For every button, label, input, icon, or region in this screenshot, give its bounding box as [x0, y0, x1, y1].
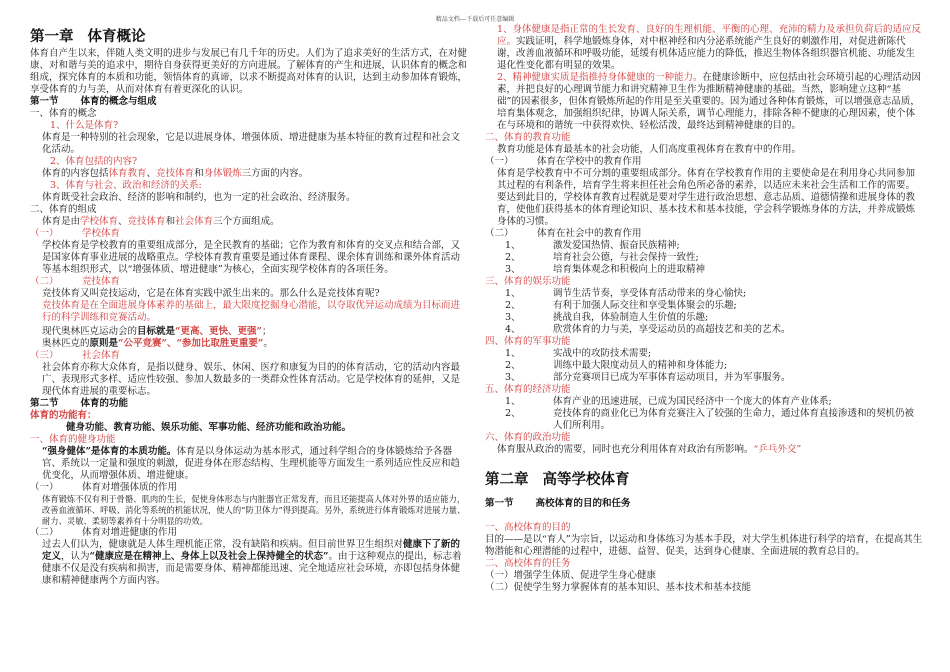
text: 三方面的内容。 — [241, 168, 309, 179]
chapter-title: 高等学校体育 — [542, 472, 630, 488]
item-number: 3、 — [505, 312, 521, 323]
text: 实践证明，科学地锻炼身体，对中枢神经和内分泌系统能产生良好的刺激作用，对促进新陈代谢，改善血液循环和呼吸功能，延缓有机体适应能力的降低，推迟生物体各组织器官机能、功能发生退化性变化都有明显的效果。 — [497, 36, 916, 71]
olympic-goal — [30, 326, 468, 338]
who-definition: “健康应是在精神上、身体上以及社会上保持健全的状态” — [89, 551, 329, 562]
section-2-heading — [30, 398, 468, 410]
subsection-social-education — [485, 228, 923, 240]
fitness-function-text — [30, 446, 468, 482]
text: 体育是由 — [42, 216, 81, 227]
item-number: 3、 — [505, 264, 521, 275]
list-item — [505, 324, 923, 336]
list-item — [505, 372, 923, 384]
list-item — [505, 288, 923, 300]
health-text — [30, 539, 468, 587]
subsection-number: （二） — [30, 527, 59, 538]
question-2: 2、体育包括的内容? — [50, 156, 138, 167]
subsection-title: 体育在社会中的教育作用 — [537, 228, 642, 239]
entertainment-list — [485, 288, 923, 336]
answer-2 — [30, 168, 468, 180]
highlight: 2、精神健康实质是指推持身体健康的一种能力。 — [497, 72, 703, 83]
subheading-composition: 二、体育的组成 — [30, 204, 97, 215]
mental-health-paragraph — [485, 72, 923, 132]
subsection-number: （二） — [485, 228, 514, 239]
item-number: 1、 — [505, 240, 521, 251]
item-text: 欣赏体育的力与美，享受运动员的高超技艺和美的艺术。 — [553, 324, 791, 335]
item-number: 3、 — [505, 372, 521, 383]
highlight: 竞技体育 — [156, 168, 195, 179]
bold-text: “强身健体”是体育的本质功能。 — [42, 446, 177, 457]
subsection-title: 体育对增强体质的作用 — [82, 482, 178, 493]
political-function-text — [485, 444, 923, 456]
text: 、 — [118, 216, 128, 227]
section-number: 第二节 — [30, 398, 59, 409]
item-number: 2、 — [505, 408, 521, 419]
text: 三个方面组成。 — [213, 216, 280, 227]
item-text: 有利于加强人际交往和享受集体聚会的乐趣; — [553, 300, 737, 311]
list-item — [505, 264, 923, 276]
highlight: 社会体育 — [175, 216, 214, 227]
answer-3: 体育既受社会政治、经济的影响和制约，也为一定的社会政治、经济服务。 — [42, 192, 356, 203]
highlight: 体育教育 — [108, 168, 147, 179]
answer-1: 体育是一种特别的社会现象，它是以进展身体、增强体质、增进健康为基本特征的教育过程和社会文化活动。 — [42, 132, 461, 155]
list-item — [505, 360, 923, 372]
text: 。 — [263, 338, 273, 349]
bold-text: 目标就是 — [137, 326, 176, 337]
subsection-title: 社会体育 — [82, 350, 121, 361]
entertainment-function-title: 三、体育的娱乐功能 — [485, 276, 571, 287]
question-1: 1、什么是体育? — [50, 120, 119, 131]
subsection-number: （一） — [30, 228, 59, 239]
item-text: 竞技体育的商业化已为体育竞赛注入了较强的生命力，通过体育直接渗透和的契机仍被人们所利用。 — [553, 408, 915, 431]
bold-text: 健康下了新的定义 — [42, 539, 461, 562]
subsection-number: （一） — [485, 156, 514, 167]
subsection-social-sports — [30, 350, 468, 362]
olympic-motto: “更高、更快、更强” — [175, 326, 262, 337]
subsection-school-sports — [30, 228, 468, 240]
school-sports-text: 学校体育是学校教育的重要组成部分，是全民教育的基础；它作为教育和体育的交叉点和结合部，又是国家体育事业进展的战略重点。学校体育教育重要是通过体育课程、课余体育训练和课外体育活动等基本组织形式，以“增强体质、增进健康”为核心，全面实现学校体育的各项任务。 — [42, 240, 461, 275]
task-item: （二）促使学生努力掌握体育的基本知识、基本技术和基本技能 — [485, 582, 752, 593]
olympic-principle-text: “公平竞赛”、“参加比取胜更重要” — [118, 338, 264, 349]
competitive-question: 竞技体育又叫竞技运动，它是在体育实践中派生出来的。那么什么是竞技体育呢? — [42, 288, 380, 299]
text: 、 — [146, 168, 157, 179]
item-text: 实战中的攻防技术需要; — [553, 348, 652, 359]
composition-text — [30, 216, 468, 228]
subsection-number: （二） — [30, 276, 59, 287]
military-list — [485, 348, 923, 384]
task-item: （一）增强学生体质、促进学生身心健康 — [485, 570, 657, 581]
fitness-function-title: 一、体育的健身功能 — [30, 434, 116, 445]
section-title: 高校体育的目的和任务 — [535, 498, 631, 509]
item-text: 培育集体观念和积极向上的进取精神 — [553, 264, 706, 275]
section-number: 第一节 — [30, 96, 59, 107]
political-function-title: 六、体育的政治功能 — [485, 432, 571, 443]
purpose-text: 目的——是以“育人”为宗旨，以运动和身体练习为基本手段，对大学生机体进行科学的培育，在提高其生物潜能和心理潜能的过程中，进德、益智、促美，达到身心健康、全面进展的教育总目的。 — [485, 534, 923, 557]
item-text: 部分竞赛项目已成为军事体育运动项目，并为军事服务。 — [553, 372, 791, 383]
subsection-title: 体育对增进健康的作用 — [82, 527, 178, 538]
page-header: 精品文档---下载后可任意编辑 — [435, 16, 515, 23]
text: 奥林匹克的 — [42, 338, 90, 349]
text: 和 — [194, 168, 204, 179]
list-item — [505, 252, 923, 264]
text: ，认为 — [61, 551, 90, 562]
text: ； — [261, 326, 272, 337]
chapter-number: 第一章 — [30, 29, 74, 45]
bold-text: 原则是 — [89, 338, 119, 349]
economic-function-title: 五、体育的经济功能 — [485, 384, 571, 395]
text: 体育服从政治的需要，同时也充分利用体育对政治有所影响。 — [497, 444, 754, 455]
text: 。由于这种观点的提出，标志着健康不仅是没有疾病和损害，而是需要身体、精神都能迅速、完全地适应社会环境，亦即包括身体健康和精神健康两个方面内容。 — [42, 551, 462, 586]
subsection-school-education — [485, 156, 923, 168]
subsection-competitive-sports — [30, 276, 468, 288]
physical-health-paragraph — [485, 24, 923, 72]
subheading-concept: 一、体育的概念 — [30, 108, 97, 119]
list-item — [505, 408, 923, 432]
text: 体育是以身体运动为基本形式，通过科学组合的身体锻炼给予各器官、系统以一定量和强度的刺激，促进身体在形态结构、生理机能等方面发生一系列适应性反应和趋优变化，从而增强体质、增进健康。 — [42, 446, 461, 481]
item-number: 2、 — [505, 252, 521, 263]
item-number: 1、 — [505, 288, 521, 299]
text: 体育的内容包括 — [42, 168, 109, 179]
text: 现代奥林匹克运动会的 — [42, 326, 138, 337]
list-item — [505, 348, 923, 360]
section-title: 体育的功能 — [80, 398, 129, 409]
section-1-heading — [30, 96, 468, 108]
subsection-number: （三） — [30, 350, 59, 361]
olympic-principle — [30, 338, 468, 350]
item-number: 1、 — [505, 396, 521, 407]
list-item — [505, 312, 923, 324]
economic-list — [485, 396, 923, 432]
subsection-health — [30, 527, 468, 539]
item-text: 调节生活节奏，享受体育活动带来的身心愉快; — [553, 288, 747, 299]
functions-list: 健身功能、教育功能、娱乐功能、军事功能、经济功能和政治功能。 — [66, 422, 352, 433]
chapter-number: 第二章 — [485, 472, 529, 488]
subsection-number: （一） — [30, 482, 59, 493]
question-3: 3、体育与社会、政治和经济的关系: — [50, 180, 202, 191]
subsection-physique — [30, 482, 468, 494]
highlight: 1、身体健康是指正常的生长发育、良好的生理机能、平衡的心理、充沛的精力及承担负荷后的适应反应。 — [497, 24, 922, 47]
list-item — [505, 396, 923, 408]
left-column — [30, 24, 468, 587]
list-item — [505, 300, 923, 312]
intro-paragraph: 体育自产生以来，伴随人类文明的进步与发展已有几千年的历史。人们为了追求美好的生活方式，在对健康、对和谐与美的追求中，期待自身获得更美好的方向进展。了解体育的产生和进展，认识体育的概念和组成，探究体育的本质和功能，领悟体育的真谛，以求不断提高对体育的认识，达到主动参加体育锻炼，享受体育的力与美，从而对体育有着更深化的认识。 — [30, 48, 468, 95]
text: 和 — [165, 216, 176, 227]
subsection-title: 学校体育 — [82, 228, 121, 239]
item-number: 1、 — [505, 348, 521, 359]
text: 过去人们认为，健康就是人体生理机能正常，没有缺陷和疾病。但目前世界卫生组织对 — [42, 539, 404, 550]
highlight: 身体锻炼 — [203, 168, 242, 179]
item-text: 体育产业的迅速进展，已成为国民经济中一个庞大的体育产业体系; — [553, 396, 832, 407]
item-text: 训练中最大限度动员人的精神和身体能力; — [553, 360, 728, 371]
school-education-text: 体育是学校教育中不可分割的重要组成部分。体育在学校教育作用的主要使命是在利用身心共同参加其过程的有利条件，培育学生将来担任社会角色所必备的素养，以适应未来社会生活和工作的需要。要达到此目的，学校体育教育过程就是要对学生进行政治思想、意志品质、道德情操和进展身体的教育，使他们获得基本的体育理论知识、基本技术和基本技能，学会科学锻炼身体的方法，并养成锻炼身体的习惯。 — [497, 168, 916, 227]
item-text: 激发爱国热情、振奋民族精神; — [553, 240, 680, 251]
chapter-2-heading — [485, 470, 923, 490]
physique-text: 体育锻炼不仅有利于骨骼、肌肉的生长，促使身体形态与内脏器官正常发育，而且还能提高人体对外界的适应能力，改善血液循环、呼吸、消化等系统的机能状况，使人的“防卫体力”得到提高。另外，系统进行体育锻炼对进展力量、耐力、灵敏、柔韧等素养有十分明显的功效。 — [42, 494, 466, 526]
education-function-title: 二、体育的教育功能 — [485, 132, 571, 143]
purpose-title: 一、高校体育的目的 — [485, 522, 571, 533]
competitive-definition: 竞技体育是在全面进展身体素养的基础上，最大限度挖掘身心潜能，以夺取优异运动成绩为目标而进行的科学训练和竞赛活动。 — [42, 300, 461, 323]
highlight: 学校体育 — [80, 216, 119, 227]
list-item — [505, 240, 923, 252]
chapter-1-heading — [30, 27, 468, 47]
chapter-2-section-1-heading — [485, 498, 923, 510]
item-number: 4、 — [505, 324, 521, 335]
military-function-title: 四、体育的军事功能 — [485, 336, 571, 347]
subsection-title: 体育在学校中的教育作用 — [537, 156, 642, 167]
item-number: 2、 — [505, 300, 521, 311]
functions-label: 体育的功能有： — [30, 410, 97, 421]
subsection-title: 竞技体育 — [82, 276, 121, 287]
education-function-text: 教育功能是体育最基本的社会功能，人们高度重视体育在教育中的作用。 — [497, 144, 802, 155]
highlight: 竞技体育 — [127, 216, 166, 227]
section-number: 第一节 — [485, 498, 514, 509]
social-education-list — [485, 240, 923, 276]
tasks-title: 二、高校体育的任务 — [485, 558, 571, 569]
chapter-title: 体育概论 — [87, 29, 146, 45]
text: 在健康诊断中，应包括由社会环境引起的心理活动因素，并把良好的心理调节能力和讲究精神卫生作为推断精神健康的基础。当然，影响建立这种“基础”的因素很多，但体育锻炼所起的作用是至关重要的。因为通过各种体育锻炼，可以增强意志品质，培育集体观念，加强组织纪律，协调人际关系，调节心理能力，排除各种不健康的心理因素，使个体在与环境和的谐统一中获得欢快、轻松活泼，最终达到精神健康的目的。 — [497, 72, 922, 131]
item-text: 培育社会公德，与社会保持一致性; — [553, 252, 699, 263]
social-sports-text: 社会体育亦称大众体育，是指以健身、娱乐、休闲、医疗和康复为目的的体育活动，它的活动内容最广、表现形式多样、适应性较强、参加人数最多的一类群众性体育活动。它是学校体育的延伸，又是现代体育进展的重要标志。 — [42, 362, 461, 397]
section-title: 体育的概念与组成 — [80, 96, 157, 107]
right-column — [485, 24, 923, 594]
item-number: 2、 — [505, 360, 521, 371]
highlight: “乒乓外交” — [753, 444, 802, 455]
item-text: 挑战自我，体验制造人生价值的乐趣; — [553, 312, 709, 323]
